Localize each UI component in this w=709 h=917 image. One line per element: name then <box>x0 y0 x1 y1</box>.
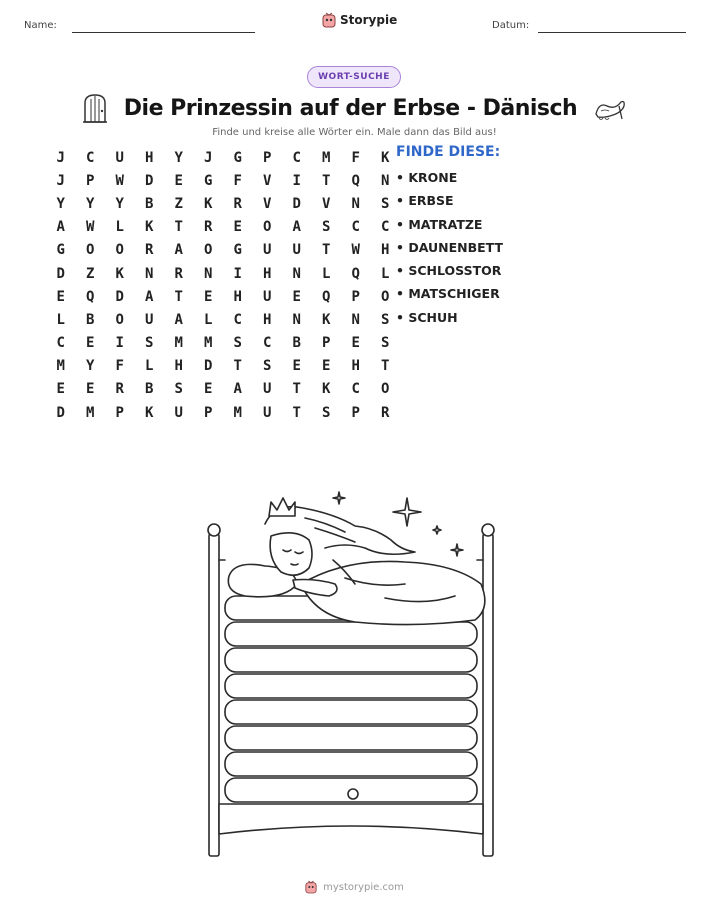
grid-letter[interactable]: J <box>56 172 65 189</box>
grid-letter[interactable]: P <box>86 172 95 189</box>
word-list-item: • MATSCHIGER <box>396 286 500 302</box>
grid-letter[interactable]: T <box>381 358 390 375</box>
grid-letter[interactable]: O <box>263 219 272 236</box>
door-icon <box>82 93 108 123</box>
grid-letter[interactable]: F <box>233 172 242 189</box>
grid-letter[interactable]: E <box>351 335 360 352</box>
grid-letter[interactable]: P <box>263 149 272 166</box>
grid-letter[interactable]: T <box>174 219 183 236</box>
grid-letter[interactable]: I <box>233 265 242 282</box>
grid-letter[interactable]: P <box>351 404 360 421</box>
word-list-item: • ERBSE <box>396 193 454 209</box>
grid-letter[interactable]: W <box>86 219 95 236</box>
grid-letter[interactable]: E <box>292 358 301 375</box>
grid-row <box>46 262 400 285</box>
grid-letter[interactable]: K <box>322 381 331 398</box>
grid-letter[interactable]: K <box>322 311 331 328</box>
grid-letter[interactable]: C <box>381 219 390 236</box>
footer <box>0 880 709 894</box>
grid-letter[interactable]: U <box>263 288 272 305</box>
grid-letter[interactable]: R <box>145 242 154 259</box>
grid-letter[interactable]: U <box>263 404 272 421</box>
letter-grid[interactable] <box>46 146 400 424</box>
grid-letter[interactable]: K <box>145 219 154 236</box>
shoe-icon <box>593 94 627 122</box>
grid-letter[interactable]: M <box>174 335 183 352</box>
grid-letter[interactable]: D <box>56 265 65 282</box>
word-list-title: FINDE DIESE: <box>396 144 501 160</box>
grid-letter[interactable]: L <box>381 265 390 282</box>
grid-letter[interactable]: T <box>322 242 331 259</box>
grid-letter[interactable]: L <box>56 311 65 328</box>
grid-letter[interactable]: I <box>115 335 124 352</box>
grid-letter[interactable]: C <box>86 149 95 166</box>
grid-letter[interactable]: L <box>115 219 124 236</box>
grid-letter[interactable]: A <box>292 219 301 236</box>
grid-letter[interactable]: U <box>115 149 124 166</box>
word-list <box>396 170 503 333</box>
grid-row <box>46 239 400 262</box>
grid-letter[interactable]: K <box>381 149 390 166</box>
grid-letter[interactable]: U <box>292 242 301 259</box>
grid-letter[interactable]: O <box>115 311 124 328</box>
footer-url[interactable]: mystorypie.com <box>323 881 404 893</box>
name-label: Name: <box>24 20 57 31</box>
grid-letter[interactable]: U <box>145 311 154 328</box>
grid-letter[interactable]: C <box>56 335 65 352</box>
grid-letter[interactable]: G <box>56 242 65 259</box>
grid-letter[interactable]: C <box>292 149 301 166</box>
grid-letter[interactable]: Q <box>351 265 360 282</box>
grid-letter[interactable]: R <box>174 265 183 282</box>
page-title: Die Prinzessin auf der Erbse - Dänisch <box>123 95 578 121</box>
grid-letter[interactable]: H <box>351 358 360 375</box>
date-line[interactable] <box>538 32 686 33</box>
grid-letter[interactable]: M <box>86 404 95 421</box>
grid-letter[interactable]: A <box>174 311 183 328</box>
grid-letter[interactable]: E <box>322 358 331 375</box>
instructions: Finde und kreise alle Wörter ein. Male dann das Bild aus! <box>212 127 497 138</box>
grid-letter[interactable]: E <box>174 172 183 189</box>
grid-letter[interactable]: N <box>292 311 301 328</box>
grid-letter[interactable]: P <box>351 288 360 305</box>
grid-letter[interactable]: O <box>115 242 124 259</box>
grid-row <box>46 216 400 239</box>
grid-letter[interactable]: S <box>381 195 390 212</box>
grid-letter[interactable]: C <box>233 311 242 328</box>
storypie-logo-icon <box>305 880 317 894</box>
brand-name: Storypie <box>340 13 398 27</box>
grid-letter[interactable]: I <box>292 172 301 189</box>
grid-letter[interactable]: P <box>204 404 213 421</box>
grid-letter[interactable]: Q <box>86 288 95 305</box>
grid-letter[interactable]: P <box>322 335 331 352</box>
grid-letter[interactable]: T <box>292 404 301 421</box>
grid-letter[interactable]: R <box>115 381 124 398</box>
grid-letter[interactable]: H <box>263 311 272 328</box>
grid-letter[interactable]: F <box>115 358 124 375</box>
grid-letter[interactable]: M <box>56 358 65 375</box>
grid-letter[interactable]: H <box>263 265 272 282</box>
grid-letter[interactable]: B <box>145 195 154 212</box>
grid-letter[interactable]: M <box>204 335 213 352</box>
date-label: Datum: <box>492 20 530 31</box>
grid-letter[interactable]: N <box>292 265 301 282</box>
grid-letter[interactable]: N <box>145 265 154 282</box>
grid-letter[interactable]: J <box>204 149 213 166</box>
grid-letter[interactable]: L <box>322 265 331 282</box>
grid-letter[interactable]: D <box>115 288 124 305</box>
grid-letter[interactable]: O <box>86 242 95 259</box>
grid-letter[interactable]: Z <box>174 195 183 212</box>
name-line[interactable] <box>72 32 255 33</box>
grid-letter[interactable]: T <box>322 172 331 189</box>
grid-letter[interactable]: E <box>204 381 213 398</box>
grid-letter[interactable]: R <box>233 195 242 212</box>
grid-letter[interactable]: H <box>174 358 183 375</box>
grid-letter[interactable]: L <box>204 311 213 328</box>
grid-letter[interactable]: Q <box>351 172 360 189</box>
grid-letter[interactable]: W <box>115 172 124 189</box>
grid-letter[interactable]: H <box>145 149 154 166</box>
grid-letter[interactable]: S <box>381 335 390 352</box>
grid-letter[interactable]: B <box>145 381 154 398</box>
grid-letter[interactable]: Y <box>86 358 95 375</box>
grid-letter[interactable]: S <box>263 358 272 375</box>
grid-letter[interactable]: R <box>204 219 213 236</box>
grid-letter[interactable]: G <box>204 172 213 189</box>
grid-letter[interactable]: C <box>351 381 360 398</box>
grid-letter[interactable]: Q <box>322 288 331 305</box>
grid-letter[interactable]: U <box>263 381 272 398</box>
grid-letter[interactable]: V <box>263 172 272 189</box>
grid-letter[interactable]: V <box>322 195 331 212</box>
word-search-badge: WORT-SUCHE <box>307 66 401 88</box>
title-row <box>0 92 709 124</box>
grid-letter[interactable]: E <box>56 381 65 398</box>
grid-letter[interactable]: D <box>292 195 301 212</box>
grid-letter[interactable]: K <box>115 265 124 282</box>
grid-letter[interactable]: N <box>351 195 360 212</box>
storypie-logo-icon <box>322 12 336 28</box>
grid-letter[interactable]: D <box>56 404 65 421</box>
grid-letter[interactable]: Y <box>174 149 183 166</box>
grid-letter[interactable]: E <box>86 381 95 398</box>
grid-letter[interactable]: S <box>233 335 242 352</box>
grid-row <box>46 355 400 378</box>
grid-letter[interactable]: M <box>322 149 331 166</box>
princess-on-mattresses-illustration <box>205 488 505 860</box>
grid-letter[interactable]: S <box>174 381 183 398</box>
grid-letter[interactable]: Y <box>56 195 65 212</box>
grid-letter[interactable]: S <box>381 311 390 328</box>
grid-letter[interactable]: T <box>292 381 301 398</box>
grid-letter[interactable]: N <box>381 172 390 189</box>
grid-row <box>46 332 400 355</box>
grid-letter[interactable]: C <box>351 219 360 236</box>
grid-letter[interactable]: V <box>263 195 272 212</box>
grid-letter[interactable]: U <box>263 242 272 259</box>
grid-letter[interactable]: P <box>115 404 124 421</box>
word-list-item: • KRONE <box>396 170 458 185</box>
grid-letter[interactable]: L <box>145 358 154 375</box>
grid-letter[interactable]: T <box>174 288 183 305</box>
grid-letter[interactable]: H <box>381 242 390 259</box>
word-list-item: • SCHUH <box>396 309 458 325</box>
grid-letter[interactable]: M <box>233 404 242 421</box>
grid-letter[interactable]: A <box>56 219 65 236</box>
grid-letter[interactable]: O <box>381 288 390 305</box>
grid-letter[interactable]: G <box>233 149 242 166</box>
grid-letter[interactable]: O <box>204 242 213 259</box>
grid-letter[interactable]: W <box>351 242 360 259</box>
grid-letter[interactable]: E <box>204 288 213 305</box>
grid-letter[interactable]: Y <box>115 195 124 212</box>
grid-row <box>46 169 400 192</box>
grid-letter[interactable]: O <box>381 381 390 398</box>
grid-letter[interactable]: E <box>233 219 242 236</box>
grid-letter[interactable]: A <box>145 288 154 305</box>
grid-letter[interactable]: Z <box>86 265 95 282</box>
grid-row <box>46 192 400 215</box>
grid-letter[interactable]: E <box>56 288 65 305</box>
grid-letter[interactable]: C <box>263 335 272 352</box>
grid-letter[interactable]: H <box>233 288 242 305</box>
grid-letter[interactable]: B <box>292 335 301 352</box>
grid-letter[interactable]: B <box>86 311 95 328</box>
grid-row <box>46 146 400 169</box>
grid-letter[interactable]: T <box>233 358 242 375</box>
grid-row <box>46 308 400 331</box>
brand <box>322 12 397 28</box>
word-list-item: • DAUNENBETT <box>396 239 504 255</box>
grid-letter[interactable]: D <box>145 172 154 189</box>
grid-letter[interactable]: K <box>204 195 213 212</box>
word-list-item: • MATRATZE <box>396 216 483 232</box>
grid-letter[interactable]: U <box>174 404 183 421</box>
grid-letter[interactable]: E <box>86 335 95 352</box>
grid-row <box>46 401 400 424</box>
grid-letter[interactable]: E <box>292 288 301 305</box>
grid-letter[interactable]: R <box>381 404 390 421</box>
grid-letter[interactable]: F <box>351 149 360 166</box>
grid-letter[interactable]: N <box>204 265 213 282</box>
grid-letter[interactable]: A <box>174 242 183 259</box>
grid-letter[interactable]: S <box>322 404 331 421</box>
grid-row <box>46 378 400 401</box>
grid-letter[interactable]: A <box>233 381 242 398</box>
word-list-item: • SCHLOSSTOR <box>396 263 502 279</box>
grid-letter[interactable]: D <box>204 358 213 375</box>
grid-letter[interactable]: N <box>351 311 360 328</box>
grid-letter[interactable]: G <box>233 242 242 259</box>
grid-row <box>46 285 400 308</box>
grid-letter[interactable]: J <box>56 149 65 166</box>
grid-letter[interactable]: S <box>322 219 331 236</box>
grid-letter[interactable]: Y <box>86 195 95 212</box>
grid-letter[interactable]: K <box>145 404 154 421</box>
grid-letter[interactable]: S <box>145 335 154 352</box>
